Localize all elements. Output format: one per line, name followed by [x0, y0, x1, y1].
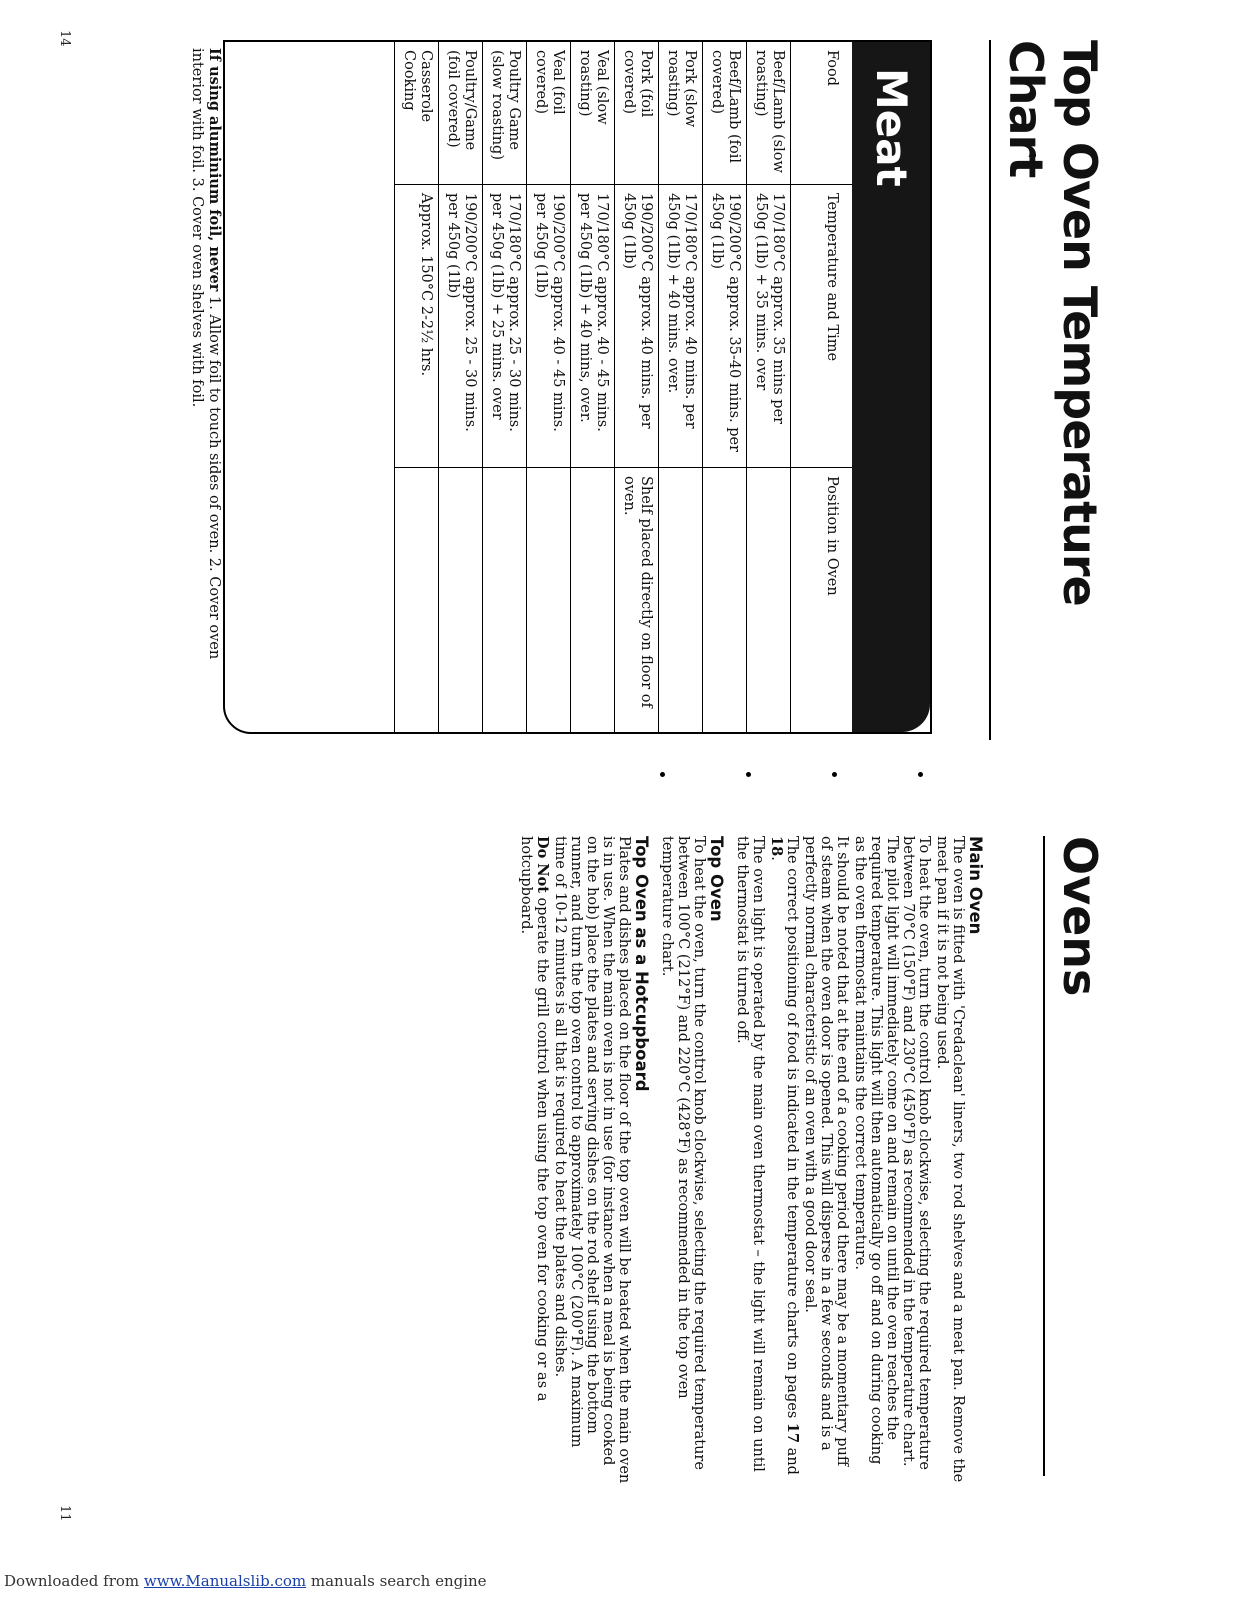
foil-warning-note: [188, 48, 223, 708]
foil-warning-bold: If using aluminium foil, never: [206, 48, 223, 292]
positioning-end: .: [768, 856, 784, 861]
food-cell: Beef/Lamb (foil covered): [703, 42, 747, 185]
temperature-cell: 170/180°C approx. 40 mins. per 450g (1lb) + 40 mins. over.: [659, 185, 703, 468]
main-oven-heading: Main Oven: [966, 836, 985, 935]
food-cell: Beef/Lamb (slow roasting): [747, 42, 791, 185]
page-ref: 17: [784, 1422, 801, 1444]
main-oven-paragraph: The oven light is operated by the main oven thermostat – the light will remain on until the thermostat is turned off.: [734, 836, 766, 1472]
meat-heading: Meat: [852, 42, 930, 732]
bullet-dot: [832, 772, 837, 777]
temperature-cell: Approx. 150°C 2-2½ hrs.: [395, 185, 439, 468]
temperature-cell: 190/200°C approx. 25 - 30 mins. per 450g (1lb): [439, 185, 483, 468]
food-cell: Poultry/Game (foil covered): [439, 42, 483, 185]
hotcupboard-paragraph: Plates and dishes placed on the floor of the top oven will be heated when the main oven is in use. When the main oven is not in use (for instance when a meal is being cooked on the hob) place the plates and serving dishes on the rod shelf using the bottom runner, and turn the top oven control to approximately 100°C (200°F). A maximum time of 10-12 minutes is all that is required to heat the plates and dishes.: [552, 836, 632, 1484]
temperature-cell: 170/180°C approx. 25 - 30 mins. per 450g (1lb) + 25 mins. over: [483, 185, 527, 468]
position-cell: [439, 468, 483, 733]
positioning-and: and: [784, 1443, 800, 1475]
position-cell: Shelf placed directly on floor of oven.: [615, 468, 659, 733]
footer-prefix: Downloaded from: [4, 1572, 144, 1590]
food-cell: Veal (slow roasting): [571, 42, 615, 185]
position-cell: [659, 468, 703, 733]
table-header-row: [791, 42, 853, 732]
column-header-temperature: Temperature and Time: [791, 185, 853, 468]
main-oven-paragraph: The oven is fitted with 'Credaclean' liners, two rod shelves and a meat pan. Remove the meat pan if it is not being used.: [934, 836, 966, 1483]
footer-suffix: manuals search engine: [306, 1572, 487, 1590]
top-oven-heading: Top Oven: [707, 836, 726, 922]
food-cell: Veal (foil covered): [527, 42, 571, 185]
table-row: [615, 42, 659, 732]
chart-title: Top Oven Temperature Chart: [989, 40, 1107, 740]
temperature-cell: 190/200°C approx. 40 - 45 mins. per 450g (1lb): [527, 185, 571, 468]
bullet-dot: [746, 772, 751, 777]
table-row: [571, 42, 615, 732]
table-row: [527, 42, 571, 732]
temperature-cell: 170/180°C approx. 35 mins per 450g (1lb) + 35 mins. over: [747, 185, 791, 468]
bullet-dot: [660, 772, 665, 777]
main-oven-paragraph: To heat the oven, turn the control knob clockwise, selecting the required temperature between 70°C (150°F) and 230°C (450°F) as recommended in the temperature chart. The pilot light will immediately come on and remain on until the oven reaches the required temperature. This light will then automatically go off and on during cooking as the oven thermostat maintains the correct temperature.: [852, 836, 932, 1470]
position-cell: [483, 468, 527, 733]
table-row: [703, 42, 747, 732]
meat-grid: [394, 42, 852, 732]
position-cell: [747, 468, 791, 733]
position-cell: [703, 468, 747, 733]
table-row: [395, 42, 439, 732]
food-cell: Casserole Cooking: [395, 42, 439, 185]
positioning-text: The correct positioning of food is indicated in the temperature charts on pages: [784, 836, 800, 1423]
table-row: [439, 42, 483, 732]
temperature-cell: 190/200°C approx. 35-40 mins. per 450g (1lb): [703, 185, 747, 468]
main-oven-paragraph: [768, 836, 800, 1484]
do-not-bold: Do Not: [534, 836, 551, 893]
position-cell: [571, 468, 615, 733]
table-row: [659, 42, 703, 732]
page-number-left: 14: [57, 30, 72, 47]
position-cell: [527, 468, 571, 733]
food-cell: Pork (slow roasting): [659, 42, 703, 185]
meat-table: [223, 40, 932, 734]
temperature-cell: 190/200°C approx. 40 mins. per 450g (1lb): [615, 185, 659, 468]
foil-warning-text: 1. Allow foil to touch sides of oven. 2. Cover oven interior with foil. 3. Cover oven shelves with foil.: [189, 48, 222, 660]
hotcupboard-heading: Top Oven as a Hotcupboard: [632, 836, 651, 1092]
position-cell: [395, 468, 439, 733]
table-row: [483, 42, 527, 732]
table-row: [747, 42, 791, 732]
food-cell: Pork (foil covered): [615, 42, 659, 185]
main-oven-paragraph: It should be noted that at the end of a cooking period there may be a momentary puff of steam when the oven door is opened. This will disperse in a few seconds and is a perfectly normal characteristic of an oven with a good door seal.: [802, 836, 850, 1467]
hotcupboard-warning: [518, 836, 550, 1484]
food-cell: Poultry Game (slow roasting): [483, 42, 527, 185]
ovens-body: [516, 836, 983, 1484]
top-oven-paragraph: To heat the oven, turn the control knob clockwise, selecting the required temperature between 100°C (212°F) and 220°C (428°F) as recommended in the top oven temperature chart.: [659, 836, 707, 1470]
download-footer: [0, 1572, 1237, 1590]
bullet-dot: [918, 772, 923, 777]
ovens-title: Ovens: [1043, 836, 1107, 1476]
temperature-cell: 170/180°C approx. 40 - 45 mins. per 450g (1lb) + 40 mins, over.: [571, 185, 615, 468]
column-header-position: Position in Oven: [791, 468, 853, 733]
page-number-right: 11: [57, 1505, 72, 1522]
page-ref: 18: [768, 836, 785, 857]
manualslib-link[interactable]: www.Manualslib.com: [143, 1572, 307, 1590]
column-header-food: Food: [791, 42, 853, 185]
hotcupboard-warning-text: operate the grill control when using the top oven for cooking or as a hotcupboard.: [518, 836, 550, 1402]
